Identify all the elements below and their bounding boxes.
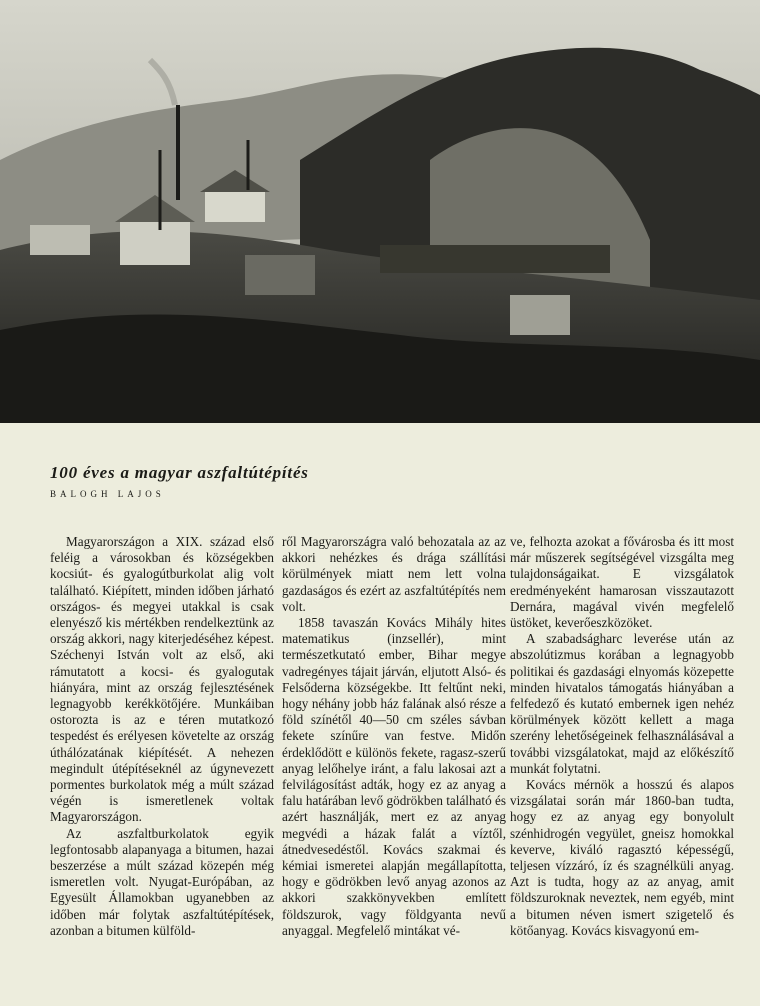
- paragraph: Magyarországon a XIX. század első feléig a városokban és községekben kocsiút- és gyalogútburkolat alig volt található. Kiépített, minden időben járható országos- és megyei utakkal is csak elenyésző kis mértékben rendelkeztünk az ország akkori, nagy kiterjedéséhez képest. Széchenyi István volt az első, aki rámutatott a kocsi- és gyalogutak hiányára, mint az ország fejlesztésének legnagyobb kerékkötőjére. Munkáiban ostorozta is az e téren mutatkozó tespedést és erélyesen követelte az ország úthálózatának kiépítését. A nehezen megindult útépítéseknél az úgynevezett pormentes burkolatok még a múlt század végén is ismeretlenek voltak Magyarországon.: [50, 534, 274, 825]
- paragraph: Az aszfaltburkolatok egyik legfontosabb alapanyaga a bitumen, hazai beszerzése a múlt század közepén még ismeretlen volt. Nyugat-Európában, az Egyesült Államokban ugyanebben az időben már folytak aszfaltútépítések, azonban a bitumen külföld-: [50, 825, 274, 938]
- text-column-3: [510, 534, 734, 939]
- paragraph: 1858 tavaszán Kovács Mihály hites matematikus (inzsellér), mint természetkutató ember, Bihar megye vadregényes tájait járván, eljutott Alsó- és Felsőderna községekbe. Itt feltűnt neki, hogy néhány jobb ház falának alsó része a föld színétől 40—50 cm széles sávban fekete színűre van festve. Midőn érdeklődött e különös fekete, ragasz-szerű anyag lelőhelye iránt, a falu lakosai azt a felvilágosítást adták, hogy ez az anyag a falu határában levő gödrökben található és azért használják, mert ez az anyag megvédi a házak falát a víztől, átnedvesedéstől. Kovács szakmai és kémiai ismeretei alapján megállapította, hogy e gödrökben levő anyag azonos az akkori szakkönyvekben említett földszurok, vagy földgyanta nevű anyaggal. Megfelelő mintákat vé-: [282, 615, 506, 938]
- text-column-2: [282, 534, 506, 939]
- article-author: BALOGH LAJOS: [50, 489, 165, 499]
- paragraph: ről Magyarországra való behozatala az az akkori nehézkes és drága szállítási körülmények miatt nem lett volna gazdaságos és ezért az aszfaltútépítés nem volt.: [282, 534, 506, 614]
- photo-illustration: [0, 0, 760, 423]
- landscape-photo: [0, 0, 760, 423]
- paragraph: ve, felhozta azokat a fővárosba és itt most már műszerek segítségével vizsgálta meg tulajdonságaikat. E vizsgálatok eredményeként hamarosan visszautazott Dernára, magával vivén megfelelő üstöket, keverőeszközöket.: [510, 534, 734, 631]
- text-column-1: [50, 534, 274, 939]
- article-title: 100 éves a magyar aszfaltútépítés: [50, 463, 309, 482]
- paragraph: A szabadságharc leverése után az abszolútizmus korában a legnagyobb politikai és gazdasági elnyomás közepette minden hivatalos támogatás hiányában a felfedező és kutató embernek igen nehéz körülmények között kellett a maga szerény lehetőségeinek felhasználásával a további vizsgálatokat, majd az előkészítő munkát folytatni.: [510, 631, 734, 776]
- paragraph: Kovács mérnök a hosszú és alapos vizsgálatai során már 1860-ban tudta, hogy ez az anyag egy bonyolult szénhidrogén vegyület, gneisz homokkal keverve, kiváló ragasztó képességű, teljesen vízzáró, íz és szagnélküli anyag. Azt is tudta, hogy az az anyag, amit földszuroknak neveztek, nem egyéb, mint a bitumen néven ismert szigetelő és kötőanyag. Kovács kisvagyonú em-: [510, 777, 734, 938]
